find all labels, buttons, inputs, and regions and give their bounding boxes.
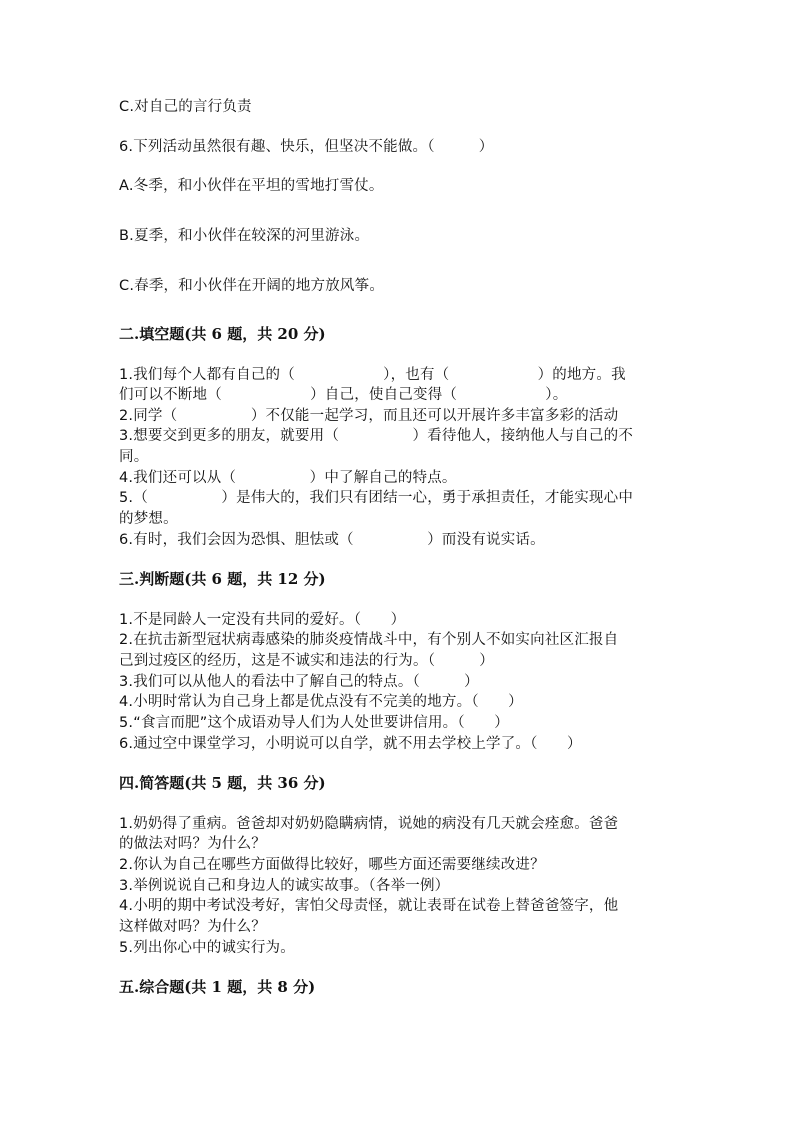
fill-blank-line: 2.同学（ ）不仅能一起学习，而且还可以开展许多丰富多彩的活动 xyxy=(119,408,619,424)
judgement-line: 3.我们可以从他人的看法中了解自己的特点。（ ） xyxy=(119,674,479,690)
fill-blank-line: 3.想要交到更多的朋友，就要用（ ）看待他人，接纳他人与自己的不 xyxy=(119,428,634,444)
short-answer-line: 的做法对吗？为什么？ xyxy=(119,836,266,852)
judgement-line: 4.小明时常认为自己身上都是优点没有不完美的地方。（ ） xyxy=(119,694,523,710)
short-answer-line: 2.你认为自己在哪些方面做得比较好，哪些方面还需要继续改进？ xyxy=(119,857,545,873)
judgement-line: 1.不是同龄人一定没有共同的爱好。（ ） xyxy=(119,612,406,628)
fill-blank-line: 们可以不断地（ ）自己，使自己变得（ ）。 xyxy=(119,387,568,403)
fill-blank-line: 4.我们还可以从（ ）中了解自己的特点。 xyxy=(119,470,457,486)
option-c-prev-question: C.对自己的言行负责 xyxy=(119,99,252,115)
section-2-title: 二.填空题(共 6 题，共 20 分) xyxy=(119,325,326,343)
judgement-line: 2.在抗击新型冠状病毒感染的肺炎疫情战斗中，有个别人不如实向社区汇报自 xyxy=(119,632,619,648)
short-answer-line: 这样做对吗？为什么？ xyxy=(119,919,266,935)
section-3-title: 三.判断题(共 6 题，共 12 分) xyxy=(119,570,326,588)
judgement-line: 5.“食言而肥”这个成语劝导人们为人处世要讲信用。（ ） xyxy=(119,715,509,731)
short-answer-line: 4.小明的期中考试没考好，害怕父母责怪，就让表哥在试卷上替爸爸签字，他 xyxy=(119,898,619,914)
question-6-stem: 6.下列活动虽然很有趣、快乐，但坚决不能做。（ ） xyxy=(119,139,494,155)
question-6-option-a: A.冬季，和小伙伴在平坦的雪地打雪仗。 xyxy=(119,178,384,194)
section-4-title: 四.简答题(共 5 题，共 36 分) xyxy=(119,774,326,792)
question-6-option-c: C.春季，和小伙伴在开阔的地方放风筝。 xyxy=(119,278,385,294)
question-6-option-b: B.夏季，和小伙伴在较深的河里游泳。 xyxy=(119,228,370,244)
section-5-title: 五.综合题(共 1 题，共 8 分) xyxy=(119,978,316,996)
fill-blank-line: 6.有时，我们会因为恐惧、胆怯或（ ）而没有说实话。 xyxy=(119,532,545,548)
short-answer-line: 1.奶奶得了重病。爸爸却对奶奶隐瞒病情，说她的病没有几天就会痊愈。爸爸 xyxy=(119,816,619,832)
fill-blank-line: 的梦想。 xyxy=(119,511,178,527)
short-answer-line: 5.列出你心中的诚实行为。 xyxy=(119,940,295,956)
judgement-line: 6.通过空中课堂学习，小明说可以自学，就不用去学校上学了。（ ） xyxy=(119,736,582,752)
fill-blank-line: 同。 xyxy=(119,449,149,465)
judgement-line: 己到过疫区的经历，这是不诚实和违法的行为。（ ） xyxy=(119,653,494,669)
fill-blank-line: 5.（ ）是伟大的，我们只有团结一心，勇于承担责任，才能实现心中 xyxy=(119,490,634,506)
fill-blank-line: 1.我们每个人都有自己的（ ），也有（ ）的地方。我 xyxy=(119,367,626,383)
short-answer-line: 3.举例说说自己和身边人的诚实故事。（各举一例） xyxy=(119,878,450,894)
